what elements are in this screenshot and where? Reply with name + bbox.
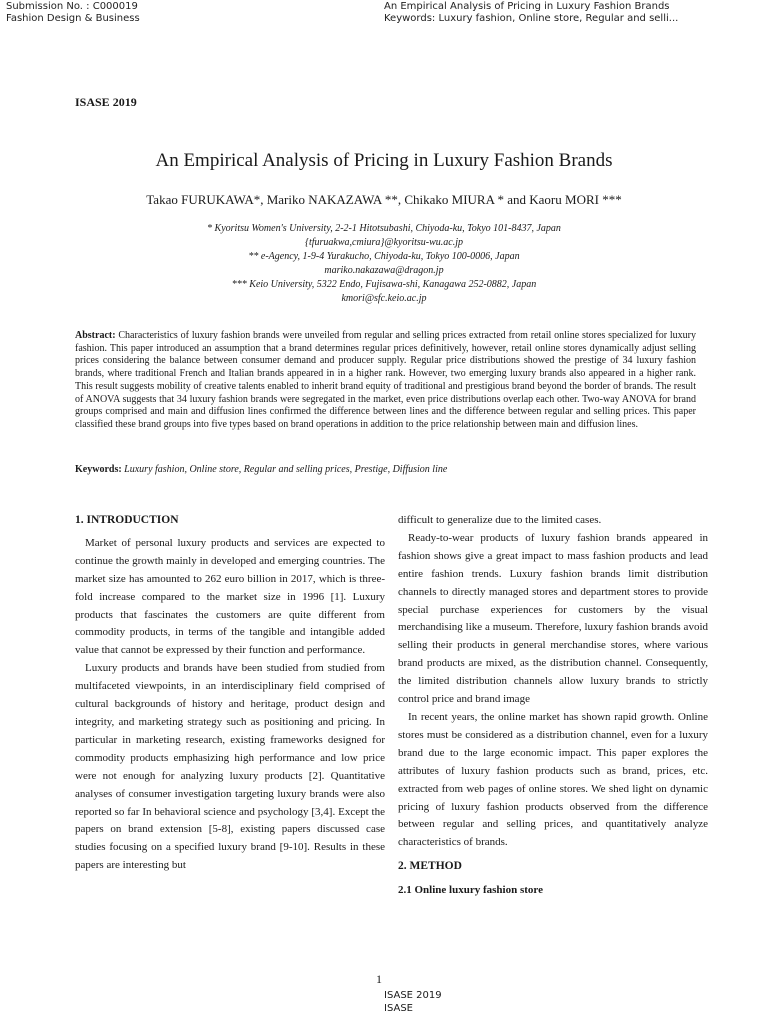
affiliation-email: kmori@sfc.keio.ac.jp <box>341 293 427 304</box>
affiliation-line: * Kyoritsu Women's University, 2-2-1 Hitotsubashi, Chiyoda-ku, Tokyo 101-8437, Japan <box>207 223 561 234</box>
affiliation-line: *** Keio University, 5322 Endo, Fujisawa-shi, Kanagawa 252-0882, Japan <box>231 279 537 290</box>
body-paragraph: difficult to generalize due to the limited cases. <box>398 514 602 526</box>
keywords-text: Luxury fashion, Online store, Regular and selling prices, Prestige, Diffusion line <box>124 464 448 475</box>
abstract-text: Characteristics of luxury fashion brands were unveiled from regular and selling prices extracted from retail online stores specialized for luxury fashion. This paper introduced an assumption that a brand determines regular prices definitively, however, retail online stores dynamically adjust selling prices considering the balance between consumer demand and producer supply. Regular price distributions showed the prestige of 34 luxury fashion brands, where traditional French and Italian brands appeared in in a higher rank. However, two emerging luxury brands also appeared in a higher rank. This result suggests mobility of creative talents enabled to inherit brand equity of traditional and prestigious brand beyond the border of brands. The result of ANOVA suggests that 34 luxury fashion brands were segregated in the market, even price distributions overlap each other. Two-way ANOVA for brand groups comprised and main and diffusion lines confirmed the difference between lines and the difference between regular and selling prices. This paper classified these brand groups into five types based on brand operations in addition to the price relationship between main and diffusion lines. <box>75 330 697 430</box>
page-header-left <box>6 1 140 25</box>
header-keywords: Keywords: Luxury fashion, Online store, Regular and selli... <box>384 13 679 24</box>
page-number: 1 <box>376 972 382 986</box>
affiliations <box>0 222 768 306</box>
section-heading-introduction: 1. INTRODUCTION <box>75 514 179 526</box>
abstract <box>75 330 696 432</box>
right-column <box>398 512 708 900</box>
body-paragraph: Ready-to-wear products of luxury fashion brands appeared in fashion shows give a great impact to mass fashion products and lead entire fashion trends. Luxury fashion brands limit distribution channels to directly managed stores and department stores to provide special purchase experiences for customers by the visual merchandising like a museum. Therefore, luxury fashion brands avoid selling their products in general merchandise stores, where various brand products are mixed, as the distribution channel. Consequently, the limited distribution channels allow luxury brands to strictly control price and brand image <box>398 531 708 706</box>
category-label: Fashion Design & Business <box>6 13 140 24</box>
body-paragraph: In recent years, the online market has shown rapid growth. Online stores must be considered as a distribution channel, even for a luxury brand due to the large economic impact. This paper explores the attributes of luxury fashion products such as brand, prices, etc. extracted from web pages of online stores. We shed light on dynamic pricing of luxury fashion products observed from the difference between regular and selling prices, and quantitatively analyze characteristics of brands. <box>398 710 708 849</box>
submission-number: Submission No. : C000019 <box>6 1 138 12</box>
page-header-right <box>384 1 764 25</box>
affiliation-email: mariko.nakazawa@dragon.jp <box>324 265 444 276</box>
subsection-heading: 2.1 Online luxury fashion store <box>398 884 543 897</box>
abstract-label: Abstract: <box>75 330 116 341</box>
footer-org: ISASE <box>384 1003 413 1014</box>
body-paragraph: Market of personal luxury products and services are expected to continue the growth mainly in developed and emerging countries. The market size has amounted to 262 euro billion in 2017, which is three-fold increase compared to the market size in 1996 [1]. Luxury products that fascinates the customers are quite different from commodity products, in terms of the tangible and intangible added value that cannot be expressed by their function and performance. <box>75 536 385 657</box>
section-heading-method: 2. METHOD <box>398 860 462 873</box>
keywords <box>75 464 696 475</box>
affiliation-line: ** e-Agency, 1-9-4 Yurakucho, Chiyoda-ku, Tokyo 100-0006, Japan <box>248 251 520 262</box>
body-paragraph: Luxury products and brands have been studied from studied from multifaceted viewpoints, in an interdisciplinary field comprised of cultural backgrounds of history and heritage, product design and integrity, and marketing strategy such as positioning and pricing. In particular in marketing research, existing frameworks designed for commodity products emphasizing high performance and low price were not enough for analyzing luxury products [2]. Quantitative analyses of consumer investigation targeting luxury brands were also reported so far In behavioral science and psychology [3,4]. Except the papers on brand extension [5-8], existing papers discussed case studies focusing on a specified luxury brand [9-10]. Results in these papers are interesting but <box>75 662 385 872</box>
conference-label: ISASE 2019 <box>75 95 137 109</box>
left-column <box>75 512 385 875</box>
paper-title: An Empirical Analysis of Pricing in Luxury Fashion Brands <box>155 150 613 171</box>
footer-conference: ISASE 2019 <box>384 990 442 1001</box>
keywords-label: Keywords: <box>75 464 122 475</box>
author-list: Takao FURUKAWA*, Mariko NAKAZAWA **, Chikako MIURA * and Kaoru MORI *** <box>146 192 622 207</box>
header-doc-title: An Empirical Analysis of Pricing in Luxury Fashion Brands <box>384 1 670 12</box>
affiliation-email: {tfuruakwa,cmiura}@kyoritsu-wu.ac.jp <box>304 237 464 248</box>
